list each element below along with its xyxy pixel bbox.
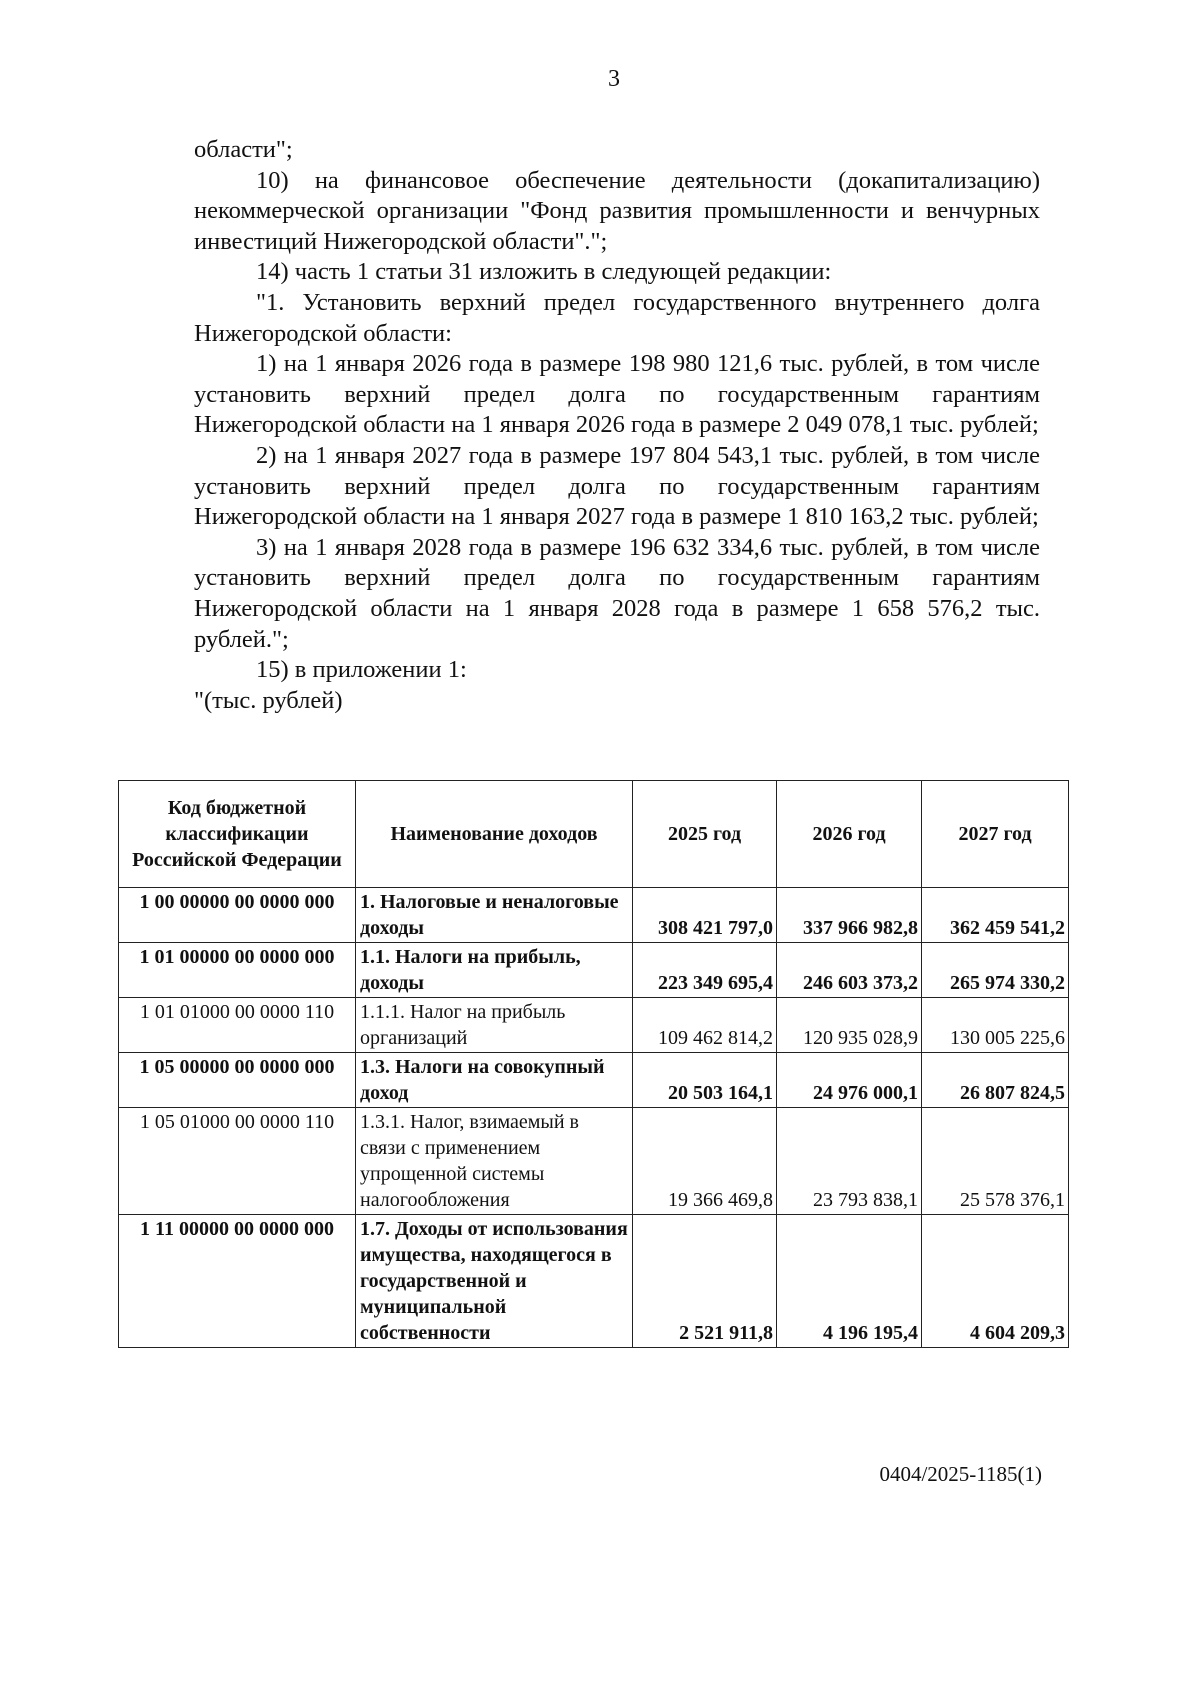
value-2026: 120 935 028,9 — [777, 998, 922, 1053]
page-number: 3 — [608, 66, 620, 92]
value-2025: 223 349 695,4 — [633, 943, 777, 998]
value-2025: 20 503 164,1 — [633, 1053, 777, 1108]
table-row — [119, 943, 1069, 998]
value-2027: 4 604 209,3 — [922, 1215, 1069, 1348]
paragraph: 14) часть 1 статьи 31 изложить в следующей редакции: — [256, 258, 832, 286]
table-row — [119, 1053, 1069, 1108]
table-row — [119, 1108, 1069, 1215]
paragraph: "1. Установить верхний предел государственного внутреннего долга Нижегородской области: — [194, 288, 1040, 347]
header-2025: 2025 год — [633, 781, 777, 888]
value-2025: 19 366 469,8 — [633, 1108, 777, 1215]
value-2025: 2 521 911,8 — [633, 1215, 777, 1348]
value-2026: 337 966 982,8 — [777, 888, 922, 943]
header-name: Наименование доходов — [356, 781, 633, 888]
header-code: Код бюджетной классификации Российской Федерации — [119, 781, 356, 888]
row-name: 1.1. Налоги на прибыль, доходы — [356, 943, 633, 998]
row-code: 1 11 00000 00 0000 000 — [119, 1215, 356, 1348]
paragraph: 10) на финансовое обеспечение деятельности (докапитализацию) некоммерческой организации "Фонд развития промышленности и венчурных инвестиций Нижегородской области"."; — [194, 166, 1040, 255]
units-label: "(тыс. рублей) — [194, 686, 343, 714]
document-code: 0404/2025-1185(1) — [879, 1462, 1042, 1486]
table-row — [119, 1215, 1069, 1348]
value-2026: 23 793 838,1 — [777, 1108, 922, 1215]
document-body — [194, 135, 1040, 716]
value-2026: 24 976 000,1 — [777, 1053, 922, 1108]
paragraph: области"; — [194, 136, 293, 163]
row-code: 1 05 01000 00 0000 110 — [119, 1108, 356, 1215]
row-name: 1.3.1. Налог, взимаемый в связи с применением упрощенной системы налогообложения — [356, 1108, 633, 1215]
value-2026: 4 196 195,4 — [777, 1215, 922, 1348]
value-2026: 246 603 373,2 — [777, 943, 922, 998]
table-row — [119, 998, 1069, 1053]
value-2027: 26 807 824,5 — [922, 1053, 1069, 1108]
row-code: 1 05 00000 00 0000 000 — [119, 1053, 356, 1108]
table-header-row — [119, 781, 1069, 888]
header-2026: 2026 год — [777, 781, 922, 888]
paragraph: 15) в приложении 1: — [256, 656, 467, 684]
value-2027: 130 005 225,6 — [922, 998, 1069, 1053]
value-2025: 308 421 797,0 — [633, 888, 777, 943]
paragraph: 1) на 1 января 2026 года в размере 198 980 121,6 тыс. рублей, в том числе установить верхний предел долга по государственным гарантиям Нижегородской области на 1 января 2026 года в размере 2 049 078,1 тыс. рублей; — [194, 350, 1040, 439]
value-2027: 265 974 330,2 — [922, 943, 1069, 998]
row-name: 1.1.1. Налог на прибыль организаций — [356, 998, 633, 1053]
table-row — [119, 888, 1069, 943]
income-table — [118, 780, 1069, 1348]
row-name: 1.7. Доходы от использования имущества, находящегося в государственной и муниципальной собственности — [356, 1215, 633, 1348]
header-2027: 2027 год — [922, 781, 1069, 888]
paragraph: 2) на 1 января 2027 года в размере 197 804 543,1 тыс. рублей, в том числе установить верхний предел долга по государственным гарантиям Нижегородской области на 1 января 2027 года в размере 1 810 163,2 тыс. рублей; — [194, 441, 1040, 531]
paragraph: 3) на 1 января 2028 года в размере 196 632 334,6 тыс. рублей, в том числе установить верхний предел долга по государственным гарантиям Нижегородской области на 1 января 2028 года в размере 1 658 576,2 тыс. рублей."; — [194, 533, 1040, 653]
row-code: 1 01 01000 00 0000 110 — [119, 998, 356, 1053]
value-2025: 109 462 814,2 — [633, 998, 777, 1053]
row-name: 1. Налоговые и неналоговые доходы — [356, 888, 633, 943]
row-code: 1 00 00000 00 0000 000 — [119, 888, 356, 943]
value-2027: 25 578 376,1 — [922, 1108, 1069, 1215]
value-2027: 362 459 541,2 — [922, 888, 1069, 943]
row-name: 1.3. Налоги на совокупный доход — [356, 1053, 633, 1108]
row-code: 1 01 00000 00 0000 000 — [119, 943, 356, 998]
